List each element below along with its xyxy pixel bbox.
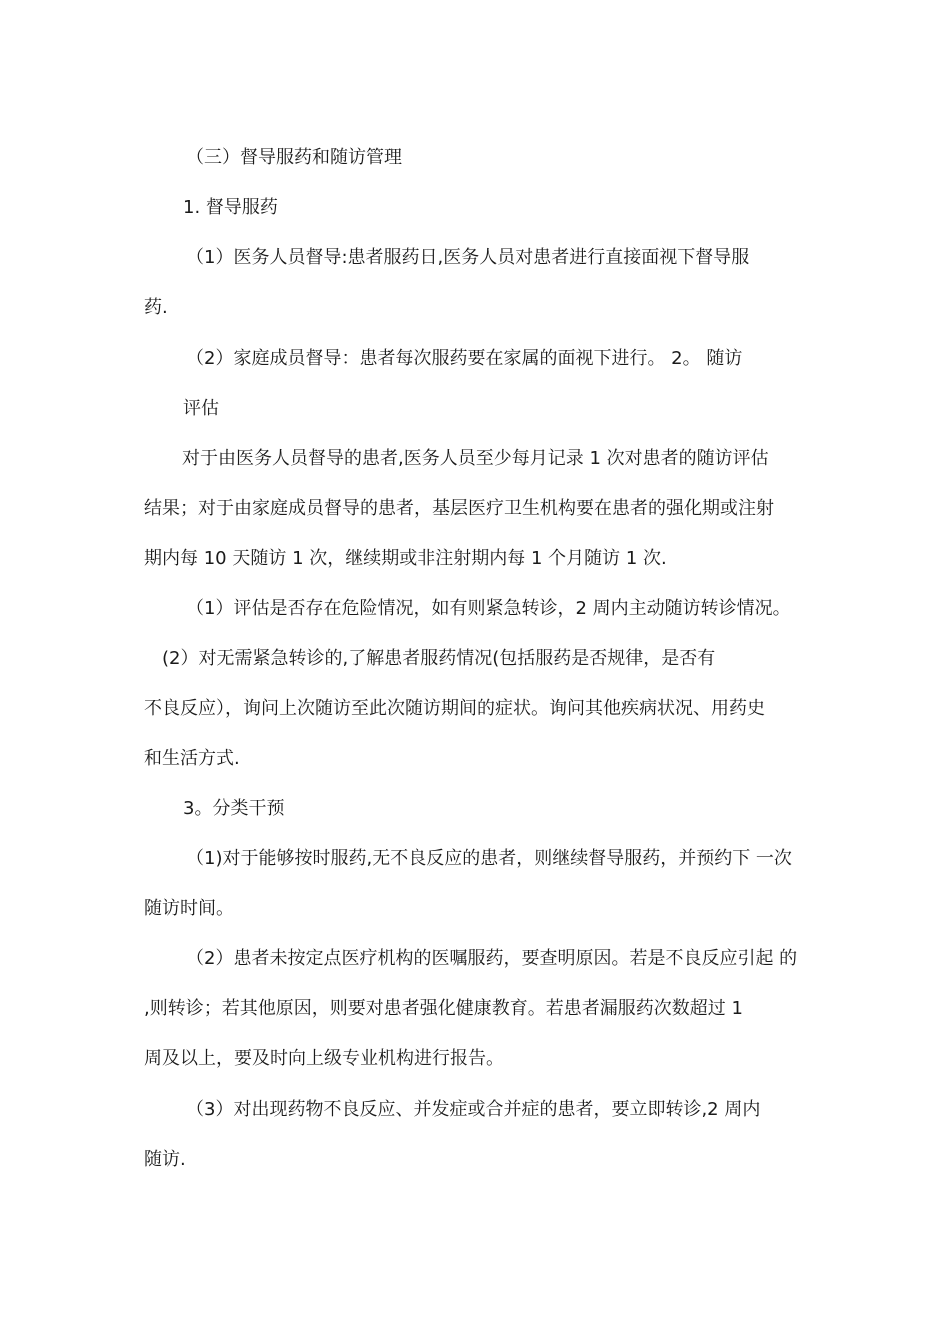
paragraph-line: 对于由医务人员督导的患者,医务人员至少每月记录 1 次对患者的随访评估 (182, 448, 769, 469)
paragraph-line: （3）对出现药物不良反应、并发症或合并症的患者，要立即转诊,2 周内 (186, 1099, 761, 1120)
paragraph-line: （2）家庭成员督导：患者每次服药要在家属的面视下进行。 2。 随访 (186, 348, 743, 369)
paragraph-line: ,则转诊；若其他原因，则要对患者强化健康教育。若患者漏服药次数超过 1 (144, 998, 743, 1019)
paragraph-line: 不良反应），询问上次随访至此次随访期间的症状。询问其他疾病状况、用药史 (144, 698, 765, 719)
paragraph-line: （2）患者未按定点医疗机构的医嘱服药，要查明原因。若是不良反应引起 的 (186, 948, 798, 969)
subheading-classified-intervention: 3。分类干预 (183, 798, 285, 819)
paragraph-line: （1）评估是否存在危险情况，如有则紧急转诊，2 周内主动随访转诊情况。 (186, 598, 791, 619)
paragraph-line: 和生活方式. (144, 748, 240, 769)
paragraph-line: 药. (144, 297, 168, 318)
paragraph-line: 结果；对于由家庭成员督导的患者，基层医疗卫生机构要在患者的强化期或注射 (144, 498, 774, 519)
paragraph-line: 期内每 10 天随访 1 次，继续期或非注射期内每 1 个月随访 1 次. (144, 548, 667, 569)
paragraph-line: （1）医务人员督导:患者服药日,医务人员对患者进行直接面视下督导服 (186, 247, 750, 268)
paragraph-line: 周及以上，要及时向上级专业机构进行报告。 (144, 1048, 504, 1069)
paragraph-line: (2）对无需紧急转诊的,了解患者服药情况(包括服药是否规律，是否有 (162, 648, 716, 669)
subheading-supervised-medication: 1. 督导服药 (183, 197, 278, 218)
subheading-follow-up-evaluation: 评估 (183, 398, 219, 419)
section-heading: （三）督导服药和随访管理 (186, 147, 402, 168)
paragraph-line: （1)对于能够按时服药,无不良反应的患者，则继续督导服药，并预约下 一次 (186, 848, 792, 869)
paragraph-line: 随访. (144, 1149, 186, 1170)
paragraph-line: 随访时间。 (144, 898, 234, 919)
